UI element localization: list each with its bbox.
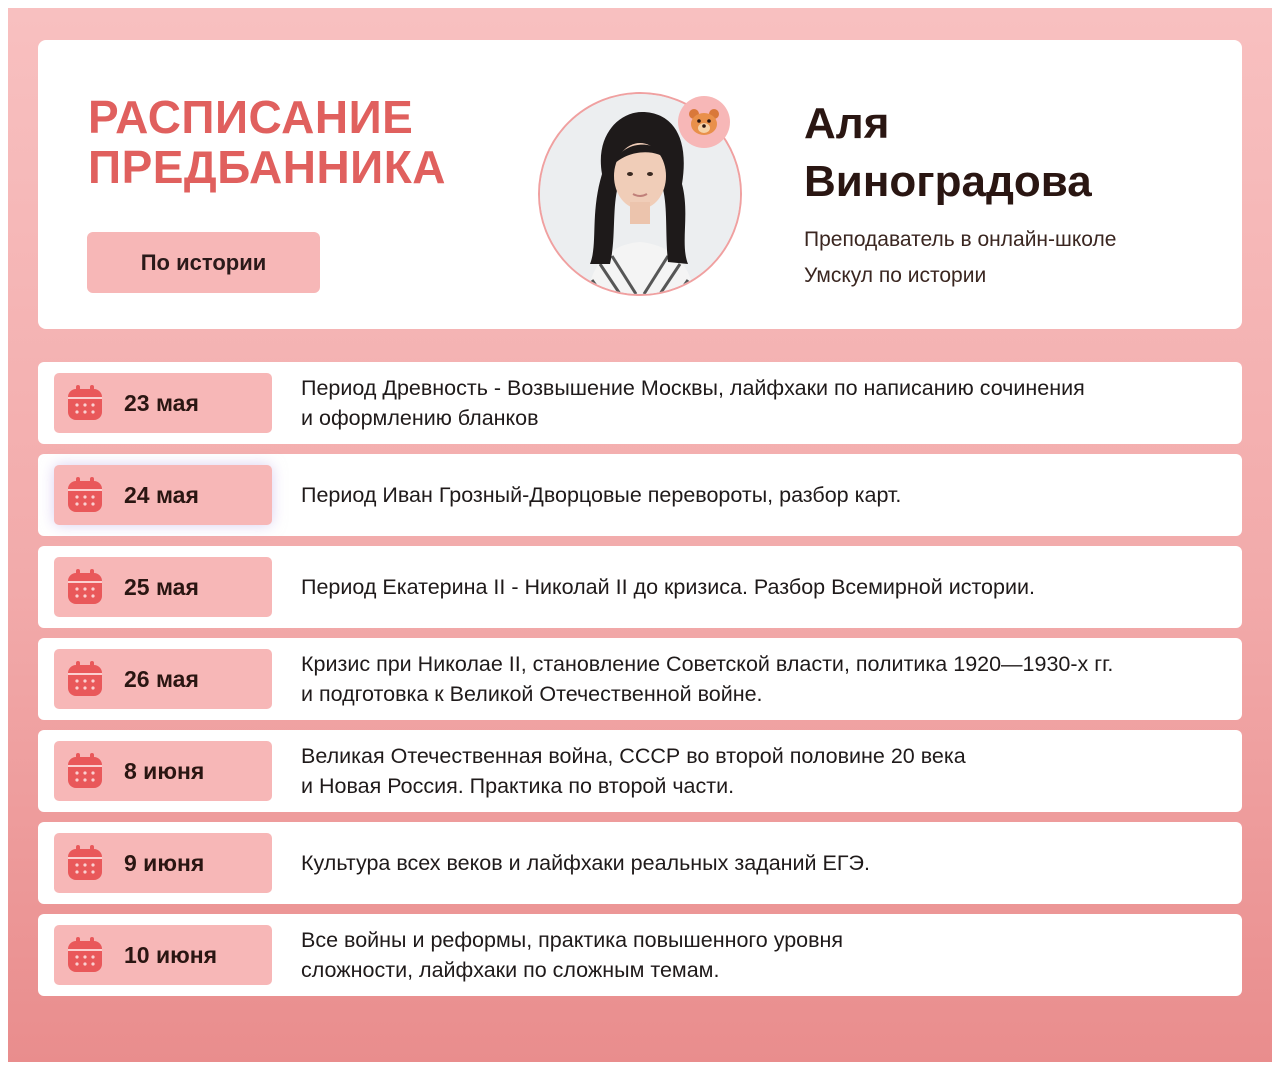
teacher-desc-line-1: Преподаватель в онлайн-школе	[804, 228, 1117, 251]
lesson-description	[301, 638, 1231, 720]
teacher-desc-line-2: Умскул по истории	[804, 264, 987, 287]
calendar-icon	[67, 845, 103, 881]
schedule-row	[38, 914, 1242, 996]
date-label: 25 мая	[124, 573, 199, 600]
page-title	[88, 92, 446, 192]
date-label: 24 мая	[124, 481, 199, 508]
date-label: 10 июня	[124, 941, 218, 968]
teacher-last-name: Виноградова	[804, 157, 1092, 206]
lesson-description	[301, 730, 1231, 812]
date-label: 9 июня	[124, 849, 205, 876]
date-chip[interactable]	[54, 465, 272, 525]
subject-chip[interactable]: По истории	[87, 232, 320, 293]
lesson-description	[301, 914, 1231, 996]
schedule-row	[38, 638, 1242, 720]
lesson-desc-line-1: Все войны и реформы, практика повышенного уровня	[301, 928, 844, 952]
date-chip[interactable]	[54, 833, 272, 893]
lesson-desc-line-2: и подготовка к Великой Отечественной войне.	[301, 682, 763, 706]
schedule-row	[38, 546, 1242, 628]
lesson-desc-line-2: и Новая Россия. Практика по второй части.	[301, 774, 735, 798]
date-chip[interactable]	[54, 741, 272, 801]
teacher-avatar-group	[538, 92, 742, 296]
schedule-row	[38, 454, 1242, 536]
lesson-description	[301, 546, 1231, 628]
lesson-desc-line-1: Период Иван Грозный-Дворцовые перевороты, разбор карт.	[301, 483, 902, 507]
date-chip[interactable]	[54, 557, 272, 617]
calendar-icon	[67, 661, 103, 697]
lesson-desc-line-2: и оформлению бланков	[301, 406, 539, 430]
lesson-description	[301, 822, 1231, 904]
schedule-row	[38, 730, 1242, 812]
calendar-icon	[67, 569, 103, 605]
calendar-icon	[67, 937, 103, 973]
bear-logo-icon	[687, 107, 721, 137]
lesson-desc-line-1: Период Древность - Возвышение Москвы, лайфхаки по написанию сочинения	[301, 376, 1085, 400]
lesson-desc-line-1: Кризис при Николае II, становление Советской власти, политика 1920—1930-х гг.	[301, 652, 1114, 676]
date-label: 26 мая	[124, 665, 199, 692]
calendar-icon	[67, 385, 103, 421]
lesson-desc-line-1: Культура всех веков и лайфхаки реальных заданий ЕГЭ.	[301, 851, 870, 875]
lesson-desc-line-1: Период Екатерина II - Николай II до кризиса. Разбор Всемирной истории.	[301, 575, 1035, 599]
title-line-2: ПРЕДБАННИКА	[88, 141, 447, 193]
lesson-description	[301, 362, 1231, 444]
date-chip[interactable]	[54, 925, 272, 985]
teacher-name	[804, 95, 1092, 211]
school-badge	[678, 96, 730, 148]
calendar-icon	[67, 753, 103, 789]
lesson-desc-line-1: Великая Отечественная война, СССР во второй половине 20 века	[301, 744, 966, 768]
teacher-description	[804, 222, 1224, 294]
schedule-row	[38, 822, 1242, 904]
date-label: 23 мая	[124, 389, 199, 416]
title-line-1: РАСПИСАНИЕ	[88, 91, 414, 143]
date-chip[interactable]	[54, 373, 272, 433]
date-chip[interactable]	[54, 649, 272, 709]
schedule-row	[38, 362, 1242, 444]
teacher-first-name: Аля	[804, 99, 890, 148]
calendar-icon	[67, 477, 103, 513]
lesson-desc-line-2: сложности, лайфхаки по сложным темам.	[301, 958, 720, 982]
lesson-description	[301, 454, 1231, 536]
date-label: 8 июня	[124, 757, 205, 784]
